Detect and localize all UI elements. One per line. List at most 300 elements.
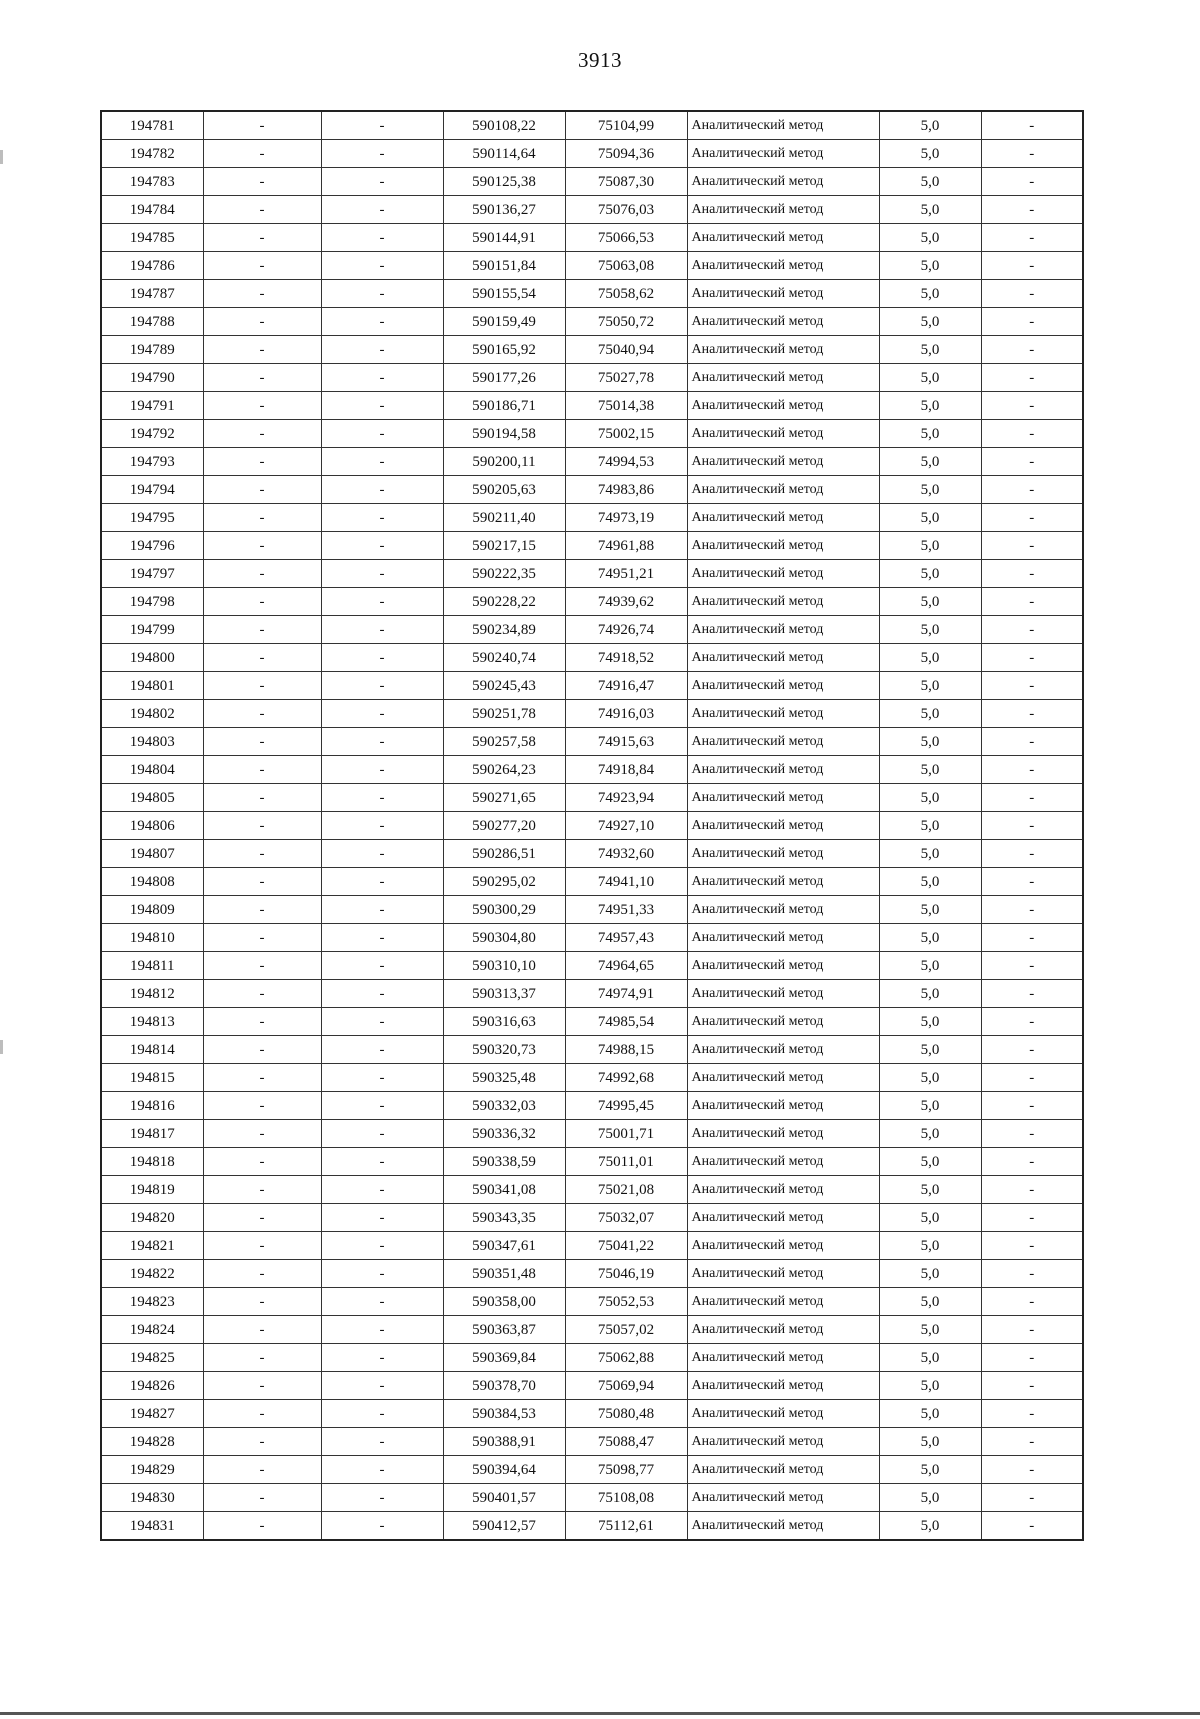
cell-col-8: - [981, 1008, 1083, 1036]
cell-point-number: 194805 [101, 784, 203, 812]
cell-coord-y: 75112,61 [565, 1512, 687, 1541]
cell-col-8: - [981, 644, 1083, 672]
cell-col-8: - [981, 504, 1083, 532]
cell-col-3: - [321, 1372, 443, 1400]
table-row [101, 1232, 1083, 1260]
cell-accuracy: 5,0 [879, 756, 981, 784]
cell-col-8: - [981, 1344, 1083, 1372]
cell-point-number: 194801 [101, 672, 203, 700]
cell-col-8: - [981, 1092, 1083, 1120]
cell-method: Аналитический метод [687, 980, 879, 1008]
cell-coord-x: 590222,35 [443, 560, 565, 588]
cell-col-2: - [203, 448, 321, 476]
cell-col-8: - [981, 111, 1083, 140]
cell-accuracy: 5,0 [879, 1092, 981, 1120]
cell-col-2: - [203, 196, 321, 224]
cell-accuracy: 5,0 [879, 196, 981, 224]
cell-col-3: - [321, 420, 443, 448]
cell-coord-x: 590264,23 [443, 756, 565, 784]
table-row [101, 168, 1083, 196]
cell-method: Аналитический метод [687, 140, 879, 168]
table-row [101, 420, 1083, 448]
table-row [101, 1400, 1083, 1428]
cell-point-number: 194802 [101, 700, 203, 728]
table-row [101, 336, 1083, 364]
cell-method: Аналитический метод [687, 1288, 879, 1316]
cell-method: Аналитический метод [687, 952, 879, 980]
cell-point-number: 194819 [101, 1176, 203, 1204]
table-row [101, 756, 1083, 784]
scan-edge-mark [0, 150, 3, 164]
cell-col-2: - [203, 700, 321, 728]
cell-col-8: - [981, 924, 1083, 952]
cell-method: Аналитический метод [687, 1260, 879, 1288]
cell-coord-x: 590316,63 [443, 1008, 565, 1036]
cell-col-2: - [203, 420, 321, 448]
scan-bottom-edge [0, 1712, 1200, 1715]
cell-method: Аналитический метод [687, 1484, 879, 1512]
cell-accuracy: 5,0 [879, 868, 981, 896]
cell-point-number: 194830 [101, 1484, 203, 1512]
cell-col-2: - [203, 1344, 321, 1372]
cell-method: Аналитический метод [687, 1372, 879, 1400]
cell-method: Аналитический метод [687, 111, 879, 140]
cell-method: Аналитический метод [687, 532, 879, 560]
cell-col-2: - [203, 532, 321, 560]
cell-col-8: - [981, 280, 1083, 308]
cell-point-number: 194789 [101, 336, 203, 364]
cell-coord-x: 590155,54 [443, 280, 565, 308]
cell-accuracy: 5,0 [879, 784, 981, 812]
table-row [101, 1484, 1083, 1512]
cell-col-2: - [203, 1008, 321, 1036]
cell-coord-y: 74988,15 [565, 1036, 687, 1064]
cell-coord-y: 75001,71 [565, 1120, 687, 1148]
cell-coord-y: 75052,53 [565, 1288, 687, 1316]
cell-point-number: 194829 [101, 1456, 203, 1484]
cell-accuracy: 5,0 [879, 392, 981, 420]
cell-col-2: - [203, 1316, 321, 1344]
cell-method: Аналитический метод [687, 588, 879, 616]
cell-col-3: - [321, 168, 443, 196]
cell-coord-x: 590338,59 [443, 1148, 565, 1176]
cell-point-number: 194826 [101, 1372, 203, 1400]
cell-point-number: 194807 [101, 840, 203, 868]
table-row [101, 728, 1083, 756]
table-row [101, 1260, 1083, 1288]
cell-col-8: - [981, 952, 1083, 980]
cell-coord-y: 75050,72 [565, 308, 687, 336]
cell-method: Аналитический метод [687, 1148, 879, 1176]
cell-coord-y: 74974,91 [565, 980, 687, 1008]
cell-point-number: 194788 [101, 308, 203, 336]
table-row [101, 1288, 1083, 1316]
cell-col-8: - [981, 868, 1083, 896]
cell-coord-y: 74985,54 [565, 1008, 687, 1036]
cell-point-number: 194822 [101, 1260, 203, 1288]
table-row [101, 1008, 1083, 1036]
cell-col-3: - [321, 392, 443, 420]
cell-point-number: 194828 [101, 1428, 203, 1456]
table-row [101, 1428, 1083, 1456]
cell-method: Аналитический метод [687, 784, 879, 812]
cell-accuracy: 5,0 [879, 1120, 981, 1148]
cell-col-8: - [981, 196, 1083, 224]
cell-col-3: - [321, 1428, 443, 1456]
cell-col-2: - [203, 280, 321, 308]
cell-col-3: - [321, 1120, 443, 1148]
cell-col-8: - [981, 140, 1083, 168]
cell-method: Аналитический метод [687, 1316, 879, 1344]
scan-edge-mark [0, 1040, 3, 1054]
cell-col-3: - [321, 896, 443, 924]
cell-point-number: 194784 [101, 196, 203, 224]
cell-col-3: - [321, 1260, 443, 1288]
cell-col-2: - [203, 168, 321, 196]
cell-accuracy: 5,0 [879, 504, 981, 532]
cell-coord-x: 590384,53 [443, 1400, 565, 1428]
cell-accuracy: 5,0 [879, 308, 981, 336]
table-row [101, 868, 1083, 896]
cell-col-3: - [321, 644, 443, 672]
cell-point-number: 194813 [101, 1008, 203, 1036]
cell-coord-x: 590369,84 [443, 1344, 565, 1372]
table-row [101, 644, 1083, 672]
cell-col-8: - [981, 700, 1083, 728]
cell-coord-y: 74941,10 [565, 868, 687, 896]
cell-coord-x: 590194,58 [443, 420, 565, 448]
cell-col-3: - [321, 1456, 443, 1484]
cell-coord-x: 590114,64 [443, 140, 565, 168]
cell-method: Аналитический метод [687, 420, 879, 448]
cell-method: Аналитический метод [687, 1512, 879, 1541]
cell-method: Аналитический метод [687, 224, 879, 252]
cell-method: Аналитический метод [687, 644, 879, 672]
cell-col-3: - [321, 728, 443, 756]
cell-point-number: 194792 [101, 420, 203, 448]
cell-accuracy: 5,0 [879, 1148, 981, 1176]
cell-coord-x: 590186,71 [443, 392, 565, 420]
cell-col-3: - [321, 588, 443, 616]
cell-col-2: - [203, 1204, 321, 1232]
cell-coord-y: 74964,65 [565, 952, 687, 980]
cell-col-2: - [203, 672, 321, 700]
cell-coord-x: 590388,91 [443, 1428, 565, 1456]
cell-col-8: - [981, 728, 1083, 756]
cell-method: Аналитический метод [687, 1400, 879, 1428]
cell-col-8: - [981, 588, 1083, 616]
table-row [101, 1372, 1083, 1400]
cell-col-3: - [321, 1092, 443, 1120]
cell-method: Аналитический метод [687, 196, 879, 224]
cell-accuracy: 5,0 [879, 420, 981, 448]
cell-col-8: - [981, 1316, 1083, 1344]
cell-method: Аналитический метод [687, 1092, 879, 1120]
cell-point-number: 194811 [101, 952, 203, 980]
cell-accuracy: 5,0 [879, 476, 981, 504]
cell-col-8: - [981, 1260, 1083, 1288]
cell-coord-x: 590251,78 [443, 700, 565, 728]
cell-col-3: - [321, 868, 443, 896]
cell-point-number: 194809 [101, 896, 203, 924]
cell-point-number: 194812 [101, 980, 203, 1008]
cell-accuracy: 5,0 [879, 924, 981, 952]
cell-method: Аналитический метод [687, 756, 879, 784]
cell-coord-y: 74994,53 [565, 448, 687, 476]
cell-col-8: - [981, 1512, 1083, 1541]
cell-accuracy: 5,0 [879, 111, 981, 140]
cell-accuracy: 5,0 [879, 840, 981, 868]
cell-col-3: - [321, 952, 443, 980]
cell-coord-y: 75108,08 [565, 1484, 687, 1512]
cell-accuracy: 5,0 [879, 1512, 981, 1541]
cell-coord-y: 75002,15 [565, 420, 687, 448]
table-row [101, 364, 1083, 392]
cell-coord-y: 75069,94 [565, 1372, 687, 1400]
cell-col-2: - [203, 1512, 321, 1541]
cell-method: Аналитический метод [687, 168, 879, 196]
cell-col-3: - [321, 252, 443, 280]
cell-col-8: - [981, 1176, 1083, 1204]
cell-col-3: - [321, 616, 443, 644]
table-row [101, 1064, 1083, 1092]
coordinates-table [100, 110, 1084, 1541]
cell-coord-y: 74918,84 [565, 756, 687, 784]
cell-col-2: - [203, 1064, 321, 1092]
cell-method: Аналитический метод [687, 728, 879, 756]
cell-col-2: - [203, 476, 321, 504]
cell-col-3: - [321, 448, 443, 476]
cell-accuracy: 5,0 [879, 560, 981, 588]
cell-method: Аналитический метод [687, 476, 879, 504]
cell-coord-x: 590211,40 [443, 504, 565, 532]
cell-point-number: 194817 [101, 1120, 203, 1148]
cell-coord-y: 75087,30 [565, 168, 687, 196]
table-row [101, 980, 1083, 1008]
cell-col-8: - [981, 336, 1083, 364]
cell-col-3: - [321, 364, 443, 392]
cell-coord-y: 75027,78 [565, 364, 687, 392]
cell-point-number: 194799 [101, 616, 203, 644]
table-row [101, 616, 1083, 644]
cell-col-2: - [203, 1092, 321, 1120]
cell-coord-x: 590363,87 [443, 1316, 565, 1344]
cell-col-8: - [981, 896, 1083, 924]
cell-col-2: - [203, 924, 321, 952]
cell-method: Аналитический метод [687, 392, 879, 420]
page-number: 3913 [578, 48, 622, 72]
cell-col-3: - [321, 924, 443, 952]
cell-accuracy: 5,0 [879, 896, 981, 924]
cell-col-3: - [321, 224, 443, 252]
cell-col-2: - [203, 840, 321, 868]
cell-col-3: - [321, 196, 443, 224]
table-row [101, 476, 1083, 504]
cell-col-8: - [981, 1484, 1083, 1512]
cell-col-8: - [981, 1428, 1083, 1456]
cell-coord-x: 590341,08 [443, 1176, 565, 1204]
cell-col-8: - [981, 756, 1083, 784]
cell-coord-y: 75040,94 [565, 336, 687, 364]
cell-coord-y: 75098,77 [565, 1456, 687, 1484]
cell-coord-x: 590313,37 [443, 980, 565, 1008]
cell-accuracy: 5,0 [879, 1036, 981, 1064]
table-row [101, 1344, 1083, 1372]
cell-col-2: - [203, 1288, 321, 1316]
cell-col-3: - [321, 476, 443, 504]
cell-coord-y: 74995,45 [565, 1092, 687, 1120]
cell-coord-x: 590151,84 [443, 252, 565, 280]
cell-accuracy: 5,0 [879, 1008, 981, 1036]
cell-coord-y: 75104,99 [565, 111, 687, 140]
cell-accuracy: 5,0 [879, 1484, 981, 1512]
table-row [101, 672, 1083, 700]
table-row [101, 1092, 1083, 1120]
cell-coord-x: 590310,10 [443, 952, 565, 980]
cell-coord-x: 590401,57 [443, 1484, 565, 1512]
cell-col-8: - [981, 476, 1083, 504]
cell-col-2: - [203, 1036, 321, 1064]
cell-coord-y: 75032,07 [565, 1204, 687, 1232]
cell-point-number: 194794 [101, 476, 203, 504]
cell-accuracy: 5,0 [879, 1064, 981, 1092]
cell-point-number: 194793 [101, 448, 203, 476]
cell-col-3: - [321, 1064, 443, 1092]
cell-coord-x: 590200,11 [443, 448, 565, 476]
cell-coord-x: 590300,29 [443, 896, 565, 924]
cell-coord-y: 75058,62 [565, 280, 687, 308]
cell-point-number: 194798 [101, 588, 203, 616]
cell-col-2: - [203, 560, 321, 588]
cell-point-number: 194825 [101, 1344, 203, 1372]
table-row [101, 532, 1083, 560]
cell-coord-x: 590125,38 [443, 168, 565, 196]
cell-accuracy: 5,0 [879, 1344, 981, 1372]
table-row [101, 1456, 1083, 1484]
cell-col-8: - [981, 560, 1083, 588]
cell-method: Аналитический метод [687, 560, 879, 588]
cell-method: Аналитический метод [687, 1064, 879, 1092]
cell-point-number: 194782 [101, 140, 203, 168]
cell-coord-y: 75066,53 [565, 224, 687, 252]
table-row [101, 1204, 1083, 1232]
cell-coord-y: 74951,21 [565, 560, 687, 588]
cell-col-2: - [203, 1232, 321, 1260]
cell-coord-y: 74932,60 [565, 840, 687, 868]
cell-coord-x: 590351,48 [443, 1260, 565, 1288]
table-row [101, 504, 1083, 532]
cell-col-3: - [321, 812, 443, 840]
cell-accuracy: 5,0 [879, 672, 981, 700]
cell-col-3: - [321, 1400, 443, 1428]
cell-col-8: - [981, 392, 1083, 420]
cell-accuracy: 5,0 [879, 1372, 981, 1400]
cell-accuracy: 5,0 [879, 1400, 981, 1428]
table-row [101, 140, 1083, 168]
cell-coord-x: 590205,63 [443, 476, 565, 504]
cell-col-8: - [981, 224, 1083, 252]
cell-col-3: - [321, 560, 443, 588]
cell-coord-y: 75094,36 [565, 140, 687, 168]
cell-coord-x: 590336,32 [443, 1120, 565, 1148]
cell-accuracy: 5,0 [879, 1428, 981, 1456]
cell-method: Аналитический метод [687, 868, 879, 896]
table-row [101, 924, 1083, 952]
cell-method: Аналитический метод [687, 812, 879, 840]
cell-point-number: 194796 [101, 532, 203, 560]
cell-coord-x: 590245,43 [443, 672, 565, 700]
cell-accuracy: 5,0 [879, 1232, 981, 1260]
cell-col-8: - [981, 1372, 1083, 1400]
cell-coord-x: 590304,80 [443, 924, 565, 952]
cell-accuracy: 5,0 [879, 952, 981, 980]
cell-col-8: - [981, 1400, 1083, 1428]
cell-col-2: - [203, 111, 321, 140]
cell-col-2: - [203, 1400, 321, 1428]
table-row [101, 784, 1083, 812]
cell-accuracy: 5,0 [879, 644, 981, 672]
table-row [101, 252, 1083, 280]
cell-col-8: - [981, 812, 1083, 840]
cell-coord-x: 590343,35 [443, 1204, 565, 1232]
cell-col-3: - [321, 700, 443, 728]
table-row [101, 700, 1083, 728]
cell-coord-x: 590295,02 [443, 868, 565, 896]
cell-point-number: 194821 [101, 1232, 203, 1260]
cell-col-8: - [981, 840, 1083, 868]
cell-col-8: - [981, 364, 1083, 392]
cell-col-3: - [321, 784, 443, 812]
cell-col-2: - [203, 616, 321, 644]
cell-col-2: - [203, 364, 321, 392]
cell-coord-x: 590347,61 [443, 1232, 565, 1260]
table-row [101, 111, 1083, 140]
cell-coord-y: 75063,08 [565, 252, 687, 280]
cell-method: Аналитический метод [687, 616, 879, 644]
cell-col-2: - [203, 784, 321, 812]
cell-accuracy: 5,0 [879, 280, 981, 308]
cell-method: Аналитический метод [687, 1232, 879, 1260]
cell-coord-x: 590394,64 [443, 1456, 565, 1484]
cell-method: Аналитический метод [687, 364, 879, 392]
table-row [101, 840, 1083, 868]
cell-col-2: - [203, 392, 321, 420]
cell-coord-y: 75011,01 [565, 1148, 687, 1176]
cell-coord-y: 74916,03 [565, 700, 687, 728]
cell-col-3: - [321, 1232, 443, 1260]
table-row [101, 1036, 1083, 1064]
table-row [101, 196, 1083, 224]
cell-col-8: - [981, 616, 1083, 644]
cell-col-3: - [321, 1008, 443, 1036]
cell-col-3: - [321, 532, 443, 560]
cell-coord-y: 74961,88 [565, 532, 687, 560]
table-row [101, 588, 1083, 616]
cell-coord-y: 74915,63 [565, 728, 687, 756]
cell-col-8: - [981, 1232, 1083, 1260]
cell-coord-y: 75014,38 [565, 392, 687, 420]
cell-coord-y: 74927,10 [565, 812, 687, 840]
cell-col-3: - [321, 980, 443, 1008]
cell-col-3: - [321, 140, 443, 168]
cell-col-3: - [321, 1512, 443, 1541]
cell-col-8: - [981, 252, 1083, 280]
cell-coord-y: 74916,47 [565, 672, 687, 700]
cell-coord-y: 74951,33 [565, 896, 687, 924]
cell-col-3: - [321, 756, 443, 784]
cell-accuracy: 5,0 [879, 616, 981, 644]
cell-method: Аналитический метод [687, 252, 879, 280]
